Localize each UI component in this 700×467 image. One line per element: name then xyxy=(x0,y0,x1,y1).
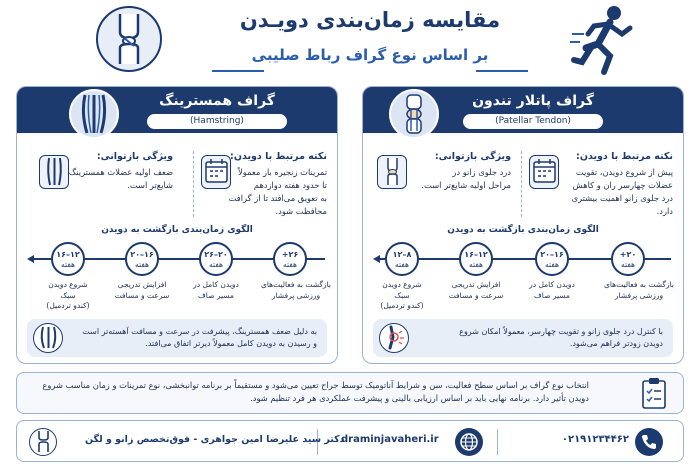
pattern-title: الگوی زمان‌بندی بازگشت به دویدن xyxy=(101,225,253,235)
timeline-label-line: سرعت و مسافت xyxy=(114,290,170,300)
panel-note-text xyxy=(67,326,317,350)
running-note-line: محافظت شود. xyxy=(275,206,327,216)
timeline-label xyxy=(255,280,337,301)
checklist-icon xyxy=(639,377,669,415)
panel-title-en: (Hamstring) xyxy=(147,114,287,129)
hamstring-icon xyxy=(39,155,69,189)
timeline-arrow xyxy=(373,255,380,263)
timeline-label xyxy=(445,280,507,301)
globe-icon xyxy=(455,428,483,456)
pattern-title: الگوی زمان‌بندی بازگشت به دویدن xyxy=(447,225,599,235)
running-note-body xyxy=(217,166,327,218)
feature-body xyxy=(407,166,511,192)
running-note-line: دارد. xyxy=(656,206,673,216)
timeline-label-line: مسیر صاف xyxy=(198,290,234,300)
panel-note-line: به دلیل ضعف همسترینگ، پیشرفت در سرعت و مسافت آهسته‌تر است xyxy=(82,327,317,336)
timeline-label xyxy=(371,280,433,312)
timeline-label-line: (کندو تردمیل) xyxy=(46,301,90,310)
timeline-label-line: بازگشت به فعالیت‌های xyxy=(260,280,331,289)
timeline-label xyxy=(37,280,99,312)
running-note-line: به تعویق می‌افتد تا از گرافت xyxy=(228,193,327,203)
timeline-node xyxy=(199,242,233,276)
title-underline-right xyxy=(476,70,528,72)
timeline-node xyxy=(385,242,419,276)
feature-line: ضعف اولیه عضلات همسترینگ xyxy=(68,167,173,177)
timeline-label-line: شروع دویدن xyxy=(382,280,422,289)
running-note-heading: نکته مرتبط با دویدن: xyxy=(230,151,327,162)
panel-note-text xyxy=(413,326,663,350)
footer xyxy=(16,420,684,462)
timeline-label-line: افزایش تدریجی xyxy=(451,280,501,289)
doctor-name: دکتر سید علیرضا امین جواهری - فوق‌تخصص زانو و لگن xyxy=(85,434,345,445)
timeline-node xyxy=(51,242,85,276)
timeline-label xyxy=(521,280,583,301)
page-subtitle: بر اساس نوع گراف رباط صلیبی xyxy=(251,46,489,64)
timeline-node xyxy=(273,242,307,276)
runner-icon xyxy=(570,4,636,78)
timeline-label-line: دویدن کامل در xyxy=(529,280,575,289)
running-note-heading: نکته مرتبط با دویدن: xyxy=(576,151,673,162)
muscle-icon xyxy=(33,323,63,353)
knee-icon xyxy=(29,428,57,456)
timeline-range: ۲۶+ xyxy=(281,250,299,259)
timeline-label-line: ورزشی پرفشار xyxy=(614,290,664,300)
running-note-line: پیش از شروع دویدن، تقویت xyxy=(575,167,673,177)
panel-note xyxy=(373,319,673,357)
timeline-unit: هفته xyxy=(544,260,560,269)
running-note-line: تمرینات زنجیره باز معمولاً xyxy=(238,167,327,177)
running-note-line: عضلات چهارسر ران و کاهش xyxy=(572,180,673,190)
timeline-range: ۲۰+ xyxy=(619,250,637,259)
panel-hamstring xyxy=(16,86,338,364)
timeline-range: ۱۶–۲۰ xyxy=(130,250,154,259)
feature-line: شایع‌تر است. xyxy=(127,180,173,190)
timeline-label-line: سبک xyxy=(60,290,76,300)
timeline-label xyxy=(597,280,681,301)
hamstring-muscle-icon xyxy=(69,89,119,139)
timeline-arrow xyxy=(27,255,34,263)
feature-heading: ویژگی بازتوانی: xyxy=(96,151,173,162)
timeline-label xyxy=(185,280,247,301)
section-divider xyxy=(193,151,194,217)
panel-note xyxy=(27,319,327,357)
panel-note-line: با کنترل درد جلوی زانو و تقویت چهارسر، معمولاً امکان شروع xyxy=(459,327,663,336)
panel-title: گراف پاتلار تندون xyxy=(472,93,594,109)
feature-body xyxy=(67,166,173,192)
knee-icon xyxy=(377,155,407,189)
page-title: مقایسه زمان‌بندی دویـدن xyxy=(239,8,501,32)
feature-heading: ویژگی بازتوانی: xyxy=(434,151,511,162)
timeline-range: ۱۶–۲۰ xyxy=(540,250,564,259)
timeline-node xyxy=(125,242,159,276)
timeline-label-line: سرعت و مسافت xyxy=(448,290,504,300)
panel-title: گراف همسترینگ xyxy=(159,93,275,109)
panel-header xyxy=(17,87,337,133)
timeline-unit: هفته xyxy=(208,260,224,269)
timeline-range: ۱۲–۱۶ xyxy=(56,250,80,259)
timeline-unit: هفته xyxy=(60,260,76,269)
timeline-label xyxy=(111,280,173,301)
phone-number[interactable]: ۰۲۱۹۱۲۳۴۴۶۲ xyxy=(561,434,629,445)
section-divider xyxy=(521,151,522,217)
timeline-unit: هفته xyxy=(394,260,410,269)
summary-line: دویدن تأثیر دارد. برنامه نهایی باید بر اساس ارزیابی بالینی و پیشرفت عملکردی هر فرد تنظیم شود. xyxy=(250,393,589,403)
timeline-label-line: شروع دویدن xyxy=(48,280,88,289)
timeline-unit: هفته xyxy=(282,260,298,269)
running-note-line: تا حدود هفته دوازدهم xyxy=(253,180,327,190)
summary-text xyxy=(29,379,589,405)
phone-icon xyxy=(635,428,663,456)
timeline-range: ۱۲–۱۶ xyxy=(464,250,488,259)
leg-icon xyxy=(379,323,409,353)
panel-patellar-tendon xyxy=(362,86,684,364)
feature-line: درد جلوی زانو در xyxy=(452,167,511,177)
panel-note-line: دویدن زودتر فراهم می‌شود. xyxy=(569,339,663,348)
timeline-unit: هفته xyxy=(620,260,636,269)
timeline-label-line: دویدن کامل در xyxy=(193,280,239,289)
timeline-label-line: سبک xyxy=(394,290,410,300)
timeline-label-line: مسیر صاف xyxy=(534,290,570,300)
timeline-range: ۲۰–۲۶ xyxy=(204,250,228,259)
timeline-label-line: (کندو تردمیل) xyxy=(380,301,424,310)
summary-box xyxy=(16,372,684,414)
timeline-node xyxy=(611,242,645,276)
footer-divider xyxy=(497,429,498,455)
panel-title-en: (Patellar Tendon) xyxy=(463,114,603,129)
timeline-label-line: بازگشت به فعالیت‌های xyxy=(603,280,674,289)
running-note-body xyxy=(555,166,673,218)
running-note-line: درد جلوی زانو اهمیت بیشتری xyxy=(571,193,673,203)
summary-line: انتخاب نوع گراف بر اساس سطح فعالیت، سن و شرایط آناتومیک توسط جراح تعیین می‌شود و مستقیماً بر برنامه توانبخشی، نوع تمرینات و زمان مناسب شروع xyxy=(42,380,589,390)
timeline-unit: هفته xyxy=(468,260,484,269)
title-underline-left xyxy=(212,70,264,72)
feature-line: مراحل اولیه شایع‌تر است. xyxy=(421,180,511,190)
website-link[interactable]: draminjavaheri.ir xyxy=(341,434,439,445)
timeline-unit: هفته xyxy=(134,260,150,269)
patellar-knee-icon xyxy=(389,89,439,139)
timeline-label-line: افزایش تدریجی xyxy=(117,280,167,289)
panel-note-line: و رسیدن به دویدن کامل معمولاً دیرتر اتفاق می‌افتد. xyxy=(145,339,317,348)
timeline-label-line: ورزشی پرفشار xyxy=(271,290,321,300)
timeline-range: ۸–۱۲ xyxy=(392,250,412,259)
timeline-node xyxy=(459,242,493,276)
timeline-node xyxy=(535,242,569,276)
